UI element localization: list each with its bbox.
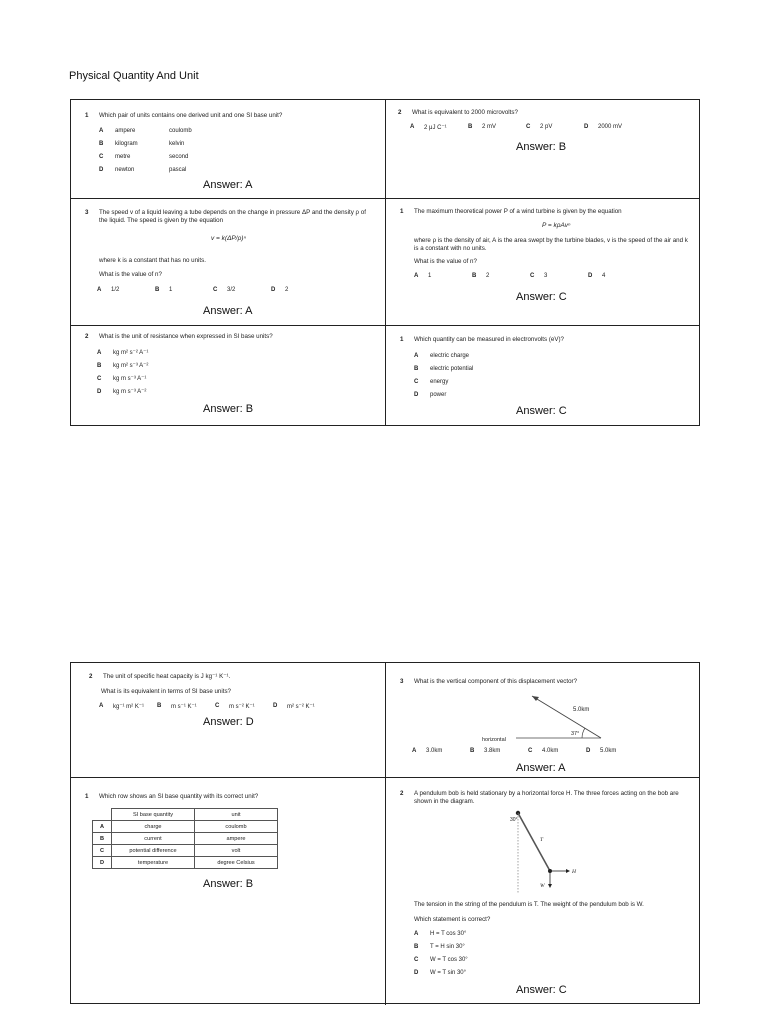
question-text: The unit of specific heat capacity is J kg⁻¹ K⁻¹. bbox=[103, 673, 231, 680]
option-letter: D bbox=[414, 391, 419, 398]
question-number: 2 bbox=[398, 109, 402, 116]
equation: P = kρAvⁿ bbox=[542, 222, 571, 229]
question-stem bbox=[400, 678, 690, 686]
row-letter: C bbox=[93, 845, 112, 857]
question-card bbox=[71, 199, 386, 326]
option-letter: A bbox=[410, 124, 415, 130]
answer-label: Answer: A bbox=[203, 305, 253, 317]
row-letter: A bbox=[93, 821, 112, 833]
option-row bbox=[414, 362, 473, 375]
question-number: 3 bbox=[85, 209, 89, 216]
option-letter: A bbox=[414, 352, 419, 359]
option-row bbox=[414, 349, 473, 362]
question-stem bbox=[89, 673, 369, 681]
table-cell: current bbox=[112, 833, 195, 845]
option-letter: C bbox=[97, 375, 102, 382]
option-text: electric charge bbox=[430, 352, 470, 359]
table-header: SI base quantity bbox=[112, 809, 195, 821]
option-item bbox=[586, 748, 644, 754]
option-letter: B bbox=[157, 703, 162, 709]
option-letter: A bbox=[97, 287, 102, 293]
question-text: What is the unit of resistance when expressed in SI base units? bbox=[99, 333, 273, 340]
answer-label: Answer: B bbox=[203, 403, 254, 415]
option-row bbox=[97, 359, 148, 372]
option-item bbox=[157, 703, 215, 710]
pendulum-diagram bbox=[506, 808, 586, 898]
option-text: 2 bbox=[285, 287, 289, 293]
pendulum-string bbox=[518, 813, 550, 871]
question-number: 2 bbox=[89, 673, 93, 680]
option-letter: B bbox=[470, 748, 475, 754]
question-text: A pendulum bob is held stationary by a horizontal force H. The three forces acting on the bob are shown in the diagram. bbox=[414, 790, 679, 806]
table-cell: volt bbox=[195, 845, 278, 857]
option-text: m² s⁻² K⁻¹ bbox=[287, 704, 315, 710]
option-letter: C bbox=[528, 748, 533, 754]
options-list bbox=[412, 748, 644, 754]
option-text: 2 μJ C⁻¹ bbox=[424, 125, 447, 131]
option-letter: D bbox=[584, 124, 589, 130]
option-text: kg m s⁻³ A⁻² bbox=[113, 389, 147, 395]
axis-label: horizontal bbox=[482, 737, 506, 743]
magnitude-label: 5.0km bbox=[573, 707, 590, 713]
table-cell: ampere bbox=[195, 833, 278, 845]
question-card bbox=[386, 663, 700, 778]
option-item bbox=[472, 273, 530, 279]
option-letter: D bbox=[273, 703, 278, 709]
question-ask: Which statement is correct? bbox=[414, 916, 491, 923]
option-item bbox=[215, 703, 273, 710]
option-text: 2 mV bbox=[482, 124, 497, 130]
option-text: kg m² s⁻² A⁻¹ bbox=[113, 350, 149, 356]
option-letter: B bbox=[414, 365, 419, 372]
question-card bbox=[71, 100, 386, 199]
option-item bbox=[271, 287, 329, 293]
option-item bbox=[584, 124, 642, 131]
option-text: T = H sin 30° bbox=[430, 943, 465, 950]
options-list bbox=[99, 124, 192, 176]
option-text: kg m s⁻³ A⁻¹ bbox=[113, 376, 147, 382]
option-letter: C bbox=[99, 153, 104, 160]
option-text: kelvin bbox=[169, 140, 185, 147]
option-text: 3/2 bbox=[227, 287, 236, 293]
option-letter: B bbox=[414, 943, 419, 950]
answer-label: Answer: C bbox=[516, 291, 567, 303]
options-list bbox=[414, 927, 468, 979]
question-stem bbox=[85, 793, 375, 801]
option-item bbox=[414, 273, 472, 279]
option-item bbox=[470, 748, 528, 754]
table-cell: coulomb bbox=[195, 821, 278, 833]
answer-label: Answer: B bbox=[516, 141, 567, 153]
question-text: What is equivalent to 2000 microvolts? bbox=[412, 109, 518, 116]
answer-label: Answer: D bbox=[203, 716, 254, 728]
option-text: 2 bbox=[486, 273, 490, 279]
option-text: metre bbox=[115, 153, 131, 160]
option-letter: C bbox=[215, 703, 220, 709]
option-letter: B bbox=[472, 273, 477, 279]
option-row bbox=[414, 927, 468, 940]
option-letter: D bbox=[97, 388, 102, 395]
option-row bbox=[414, 953, 468, 966]
option-text: kg m² s⁻³ A⁻² bbox=[113, 363, 149, 369]
option-text: m s⁻² K⁻¹ bbox=[229, 704, 255, 710]
option-item bbox=[213, 287, 271, 293]
option-text: 3.8km bbox=[484, 748, 501, 754]
option-letter: C bbox=[530, 273, 535, 279]
question-text: The speed v of a liquid leaving a tube depends on the change in pressure ΔP and the density ρ of the liquid. The speed is given by the equation bbox=[99, 209, 366, 225]
option-row bbox=[99, 124, 192, 137]
option-letter: D bbox=[588, 273, 593, 279]
question-stem bbox=[400, 336, 690, 344]
equation: v = k(ΔP/ρ)ⁿ bbox=[211, 235, 246, 242]
angle-label: 37° bbox=[571, 731, 580, 737]
option-text: 2000 mV bbox=[598, 124, 623, 130]
question-ask: What is its equivalent in terms of SI base units? bbox=[101, 688, 231, 695]
vector-arrow-line bbox=[532, 696, 601, 738]
option-item bbox=[468, 124, 526, 131]
question-note: where ρ is the density of air, A is the area swept by the turbine blades, v is the speed of the air and k is a constant with no units. bbox=[414, 237, 688, 253]
row-letter: B bbox=[93, 833, 112, 845]
arrowhead-icon bbox=[566, 869, 570, 873]
answer-label: Answer: C bbox=[516, 984, 567, 996]
vector-diagram bbox=[476, 691, 616, 743]
answer-label: Answer: A bbox=[203, 179, 253, 191]
question-stem bbox=[398, 109, 688, 117]
option-letter: A bbox=[97, 349, 102, 356]
option-letter: D bbox=[99, 166, 104, 173]
option-text: m s⁻¹ K⁻¹ bbox=[171, 704, 197, 710]
option-row bbox=[99, 150, 192, 163]
option-item bbox=[99, 703, 157, 710]
question-number: 3 bbox=[400, 678, 404, 685]
quantity-table bbox=[92, 808, 278, 869]
question-card bbox=[386, 326, 700, 425]
options-list bbox=[414, 349, 473, 401]
option-text: ampere bbox=[115, 127, 136, 134]
question-card bbox=[386, 778, 700, 1005]
options-list bbox=[97, 287, 329, 293]
question-grid-1 bbox=[70, 99, 700, 426]
question-stem bbox=[85, 333, 375, 341]
table-row bbox=[93, 857, 278, 869]
option-text: 1/2 bbox=[111, 287, 120, 293]
question-ask: What is the value of n? bbox=[99, 271, 162, 278]
document-title: Physical Quantity And Unit bbox=[69, 70, 199, 82]
option-text: pascal bbox=[169, 166, 187, 173]
question-text: Which quantity can be measured in electronvolts (eV)? bbox=[414, 336, 564, 343]
option-text: kilogram bbox=[115, 140, 138, 147]
option-text: power bbox=[430, 391, 447, 398]
option-text: energy bbox=[430, 378, 449, 385]
table-header-row bbox=[93, 809, 278, 821]
option-letter: A bbox=[414, 930, 419, 937]
option-letter: D bbox=[271, 287, 276, 293]
option-item bbox=[410, 124, 468, 131]
option-text: W = T cos 30° bbox=[430, 956, 468, 963]
options-list bbox=[99, 703, 331, 710]
angle-arc bbox=[582, 728, 585, 738]
option-letter: A bbox=[412, 748, 417, 754]
question-note: The tension in the string of the pendulum is T. The weight of the pendulum bob is W. bbox=[414, 901, 644, 908]
horizontal-force-label: H bbox=[572, 869, 576, 875]
question-number: 1 bbox=[85, 112, 89, 119]
question-stem bbox=[85, 209, 375, 226]
table-corner bbox=[93, 809, 112, 821]
row-letter: D bbox=[93, 857, 112, 869]
option-letter: D bbox=[414, 969, 419, 976]
option-row bbox=[414, 388, 473, 401]
table-cell: potential difference bbox=[112, 845, 195, 857]
option-letter: C bbox=[213, 287, 218, 293]
option-item bbox=[588, 273, 646, 279]
table-cell: degree Celsius bbox=[195, 857, 278, 869]
question-number: 1 bbox=[400, 208, 404, 215]
table-row bbox=[93, 821, 278, 833]
question-stem bbox=[400, 790, 700, 807]
option-letter: B bbox=[155, 287, 160, 293]
options-list bbox=[414, 273, 646, 279]
option-item bbox=[273, 703, 331, 710]
answer-label: Answer: A bbox=[516, 762, 566, 774]
option-text: 3.0km bbox=[426, 748, 443, 754]
question-card bbox=[71, 778, 386, 1005]
option-letter: A bbox=[99, 703, 104, 709]
option-row bbox=[414, 375, 473, 388]
question-stem bbox=[400, 208, 690, 216]
question-stem bbox=[85, 112, 375, 120]
arrowhead-icon bbox=[532, 696, 539, 701]
option-item bbox=[526, 124, 584, 131]
question-text: What is the vertical component of this displacement vector? bbox=[414, 678, 578, 685]
option-letter: B bbox=[99, 140, 104, 147]
answer-label: Answer: B bbox=[203, 878, 254, 890]
question-text: Which pair of units contains one derived unit and one SI base unit? bbox=[99, 112, 283, 119]
options-list bbox=[410, 124, 642, 131]
option-text: H = T cos 30° bbox=[430, 930, 467, 937]
question-note: where k is a constant that has no units. bbox=[99, 257, 206, 264]
option-item bbox=[528, 748, 586, 754]
option-text: newton bbox=[115, 166, 135, 173]
option-item bbox=[412, 748, 470, 754]
option-letter: A bbox=[414, 273, 419, 279]
option-item bbox=[97, 287, 155, 293]
option-text: second bbox=[169, 153, 189, 160]
tension-label: T bbox=[540, 837, 544, 843]
option-letter: C bbox=[526, 124, 531, 130]
option-text: 5.0km bbox=[600, 748, 617, 754]
option-row bbox=[97, 372, 148, 385]
table-cell: temperature bbox=[112, 857, 195, 869]
option-item bbox=[155, 287, 213, 293]
option-text: 1 bbox=[169, 287, 173, 293]
question-card bbox=[71, 663, 386, 778]
question-text: Which row shows an SI base quantity with its correct unit? bbox=[99, 793, 259, 800]
option-letter: D bbox=[586, 748, 591, 754]
option-text: electric potential bbox=[430, 365, 474, 372]
option-letter: C bbox=[414, 956, 419, 963]
option-row bbox=[414, 966, 468, 979]
question-number: 1 bbox=[85, 793, 89, 800]
option-text: 3 bbox=[544, 273, 548, 279]
option-text: 4.0km bbox=[542, 748, 559, 754]
option-row bbox=[99, 163, 192, 176]
option-row bbox=[414, 940, 468, 953]
question-card bbox=[71, 326, 386, 425]
question-number: 2 bbox=[85, 333, 89, 340]
option-text: 2 pV bbox=[540, 124, 553, 130]
option-letter: B bbox=[97, 362, 102, 369]
option-row bbox=[97, 385, 148, 398]
question-text: The maximum theoretical power P of a wind turbine is given by the equation bbox=[414, 208, 622, 215]
option-row bbox=[99, 137, 192, 150]
question-number: 1 bbox=[400, 336, 404, 343]
option-text: coulomb bbox=[169, 127, 192, 134]
option-letter: A bbox=[99, 127, 104, 134]
option-text: 4 bbox=[602, 273, 606, 279]
option-row bbox=[97, 346, 148, 359]
option-text: kg⁻¹ m² K⁻¹ bbox=[113, 704, 144, 710]
option-text: 1 bbox=[428, 273, 432, 279]
option-text: W = T sin 30° bbox=[430, 969, 467, 976]
option-letter: C bbox=[414, 378, 419, 385]
angle-label: 30° bbox=[510, 817, 518, 823]
question-card bbox=[386, 199, 700, 326]
weight-label: W bbox=[540, 883, 545, 889]
arrowhead-icon bbox=[548, 884, 552, 888]
option-letter: B bbox=[468, 124, 473, 130]
table-row bbox=[93, 845, 278, 857]
table-row bbox=[93, 833, 278, 845]
option-item bbox=[530, 273, 588, 279]
question-card bbox=[386, 100, 700, 199]
question-number: 2 bbox=[400, 790, 404, 797]
question-grid-2 bbox=[70, 662, 700, 1004]
question-ask: What is the value of n? bbox=[414, 258, 477, 265]
table-header: unit bbox=[195, 809, 278, 821]
answer-label: Answer: C bbox=[516, 405, 567, 417]
table-cell: charge bbox=[112, 821, 195, 833]
options-list bbox=[97, 346, 148, 398]
